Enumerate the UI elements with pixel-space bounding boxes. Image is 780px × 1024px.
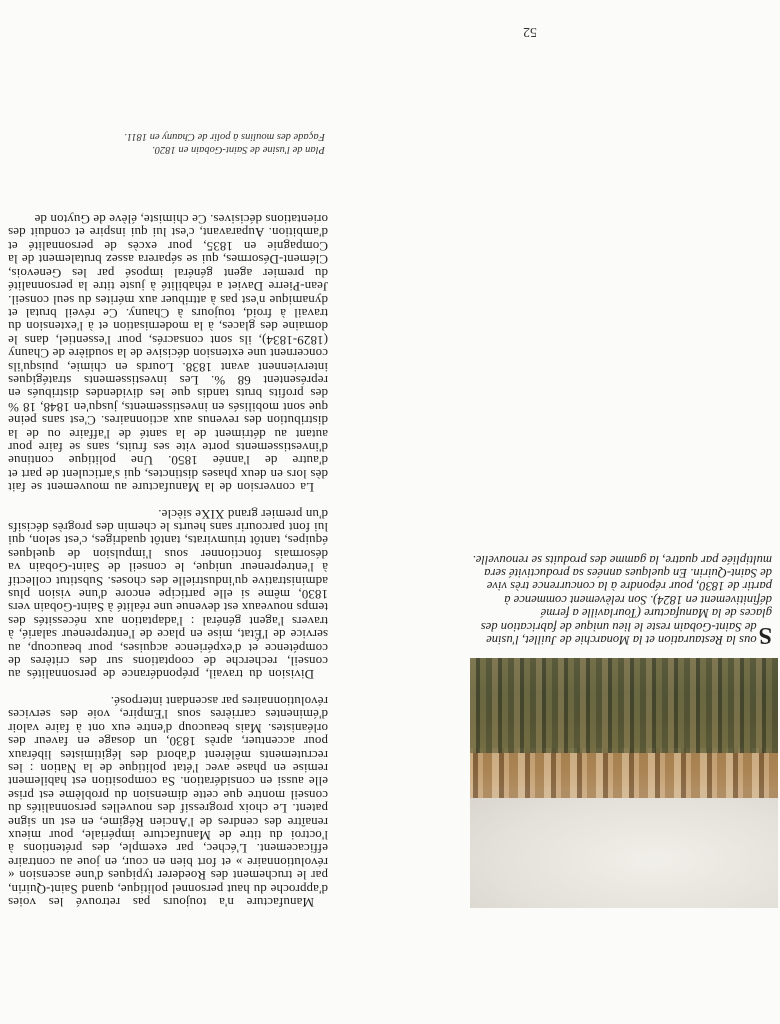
caption-line-2: Façade des moulins à polir de Chauny en 1811. bbox=[124, 131, 325, 142]
page-number: 52 bbox=[523, 24, 537, 39]
article-paragraph-2: Division du travail, prépondérance de personnalités au conseil, recherche de cooptations sur des critères de compétence et d'expérience acquises, pour beaucoup, au service de l'État, mise en place de l'entrepreneur salarié, à travers l'agent général : l'adaptation aux nécessités des temps nouveaux est devenue une réalité à Saint-Gobain vers 1830, même si elle participe encore d'une vision plus administrative qu'industrielle des choses. Substitut collectif à l'entrepreneur unique, le conseil de Saint-Gobain va désormais fonctionner sous l'impulsion de quelques équipes, tantôt triumvirats, tantôt quadriges, c'est selon, qui lui font parcourir sans heurts le chemin des progrès décisifs d'un premier grand XIXe siècle. bbox=[8, 506, 328, 682]
figure-caption bbox=[95, 130, 325, 156]
article-paragraph-3: La conversion de la Manufacture au mouvement se fait dès lors en deux phases distinctes, qui s'articulent de part et d'autre de l'année 1850. Une politique continue d'investissements porte vite ses fruits, sans se faire pour autant au détriment de la santé de l'affaire ou de la distribution des revenus aux actionnaires. C'est sans peine que sont mobilisés en investissements, jusqu'en 1848, 18 % des profits bruts tandis que les dividendes distribués en représentent 68 %. Les investissements stratégiques interviennent avant 1838. Lourds en chimie, puisqu'ils concernent une extension décisive de la soudière de Chauny (1829-1834), ils sont consacrés, pour l'essentiel, dans le domaine des glaces, à la modernisation et à l'extension du travail à froid, toujours à Chauny. Ce réveil brutal et dynamique n'est pas à attribuer aux mérites du seul conseil. Jean-Pierre Daviet a réhabilité à juste titre la personnalité du premier agent général imposé par les Genevois, Clément-Désormes, qui se séparera assez brutalement de la Compagnie en 1835, pour excès de personnalité et d'ambition. Auparavant, c'est lui qui inspire et conduit des orientations décisives. Ce chimiste, élève de Guyton de bbox=[8, 212, 328, 495]
intro-text: ous la Restauration et la Monarchie de Juillet, l'usine de Saint-Gobain reste le lieu unique de fabrication des glaces de la Manufacture (Tourlaville a fermé définitivement en 1824). Son relèvement commence à partir de 1830, pour répondre à la concurrence très vive de Saint-Quirin. En quelques années sa productivité sera multipliée par quatre, la gamme des produits se renouvelle. bbox=[472, 552, 772, 647]
article-body bbox=[8, 212, 328, 908]
intro-dropcap: S bbox=[758, 622, 772, 648]
caption-line-1: Plan de l'usine de Saint-Gobain en 1820. bbox=[152, 144, 325, 155]
article-paragraph-1: Manufacture n'a toujours pas retrouvé les voies d'approche du haut personnel politique, quand Saint-Quirin, par le truchement des Roederer typiques d'une ascension « révolutionnaire » et fort bien en cour, en joue au contraire efficacement. L'échec, par exemple, des prétentions à l'octroi du titre de Manufacture impériale, pour mieux renaître des cendres de l'Ancien Régime, en est un signe patent. Le choix progressif des nouvelles personnalités du conseil montre que cette dimension du problème est prise elle aussi en considération. Sa composition est habilement remise en phase avec l'état politique de la Nation : les recrutements mêlèrent d'abord des légitimistes libéraux pour accentuer, après 1830, un dosage en faveur des orléanistes. Mais beaucoup d'entre eux ont à faire valoir d'éminentes carrières sous l'Empire, voie des services révolutionnaires par ascendant interposé. bbox=[8, 693, 328, 909]
